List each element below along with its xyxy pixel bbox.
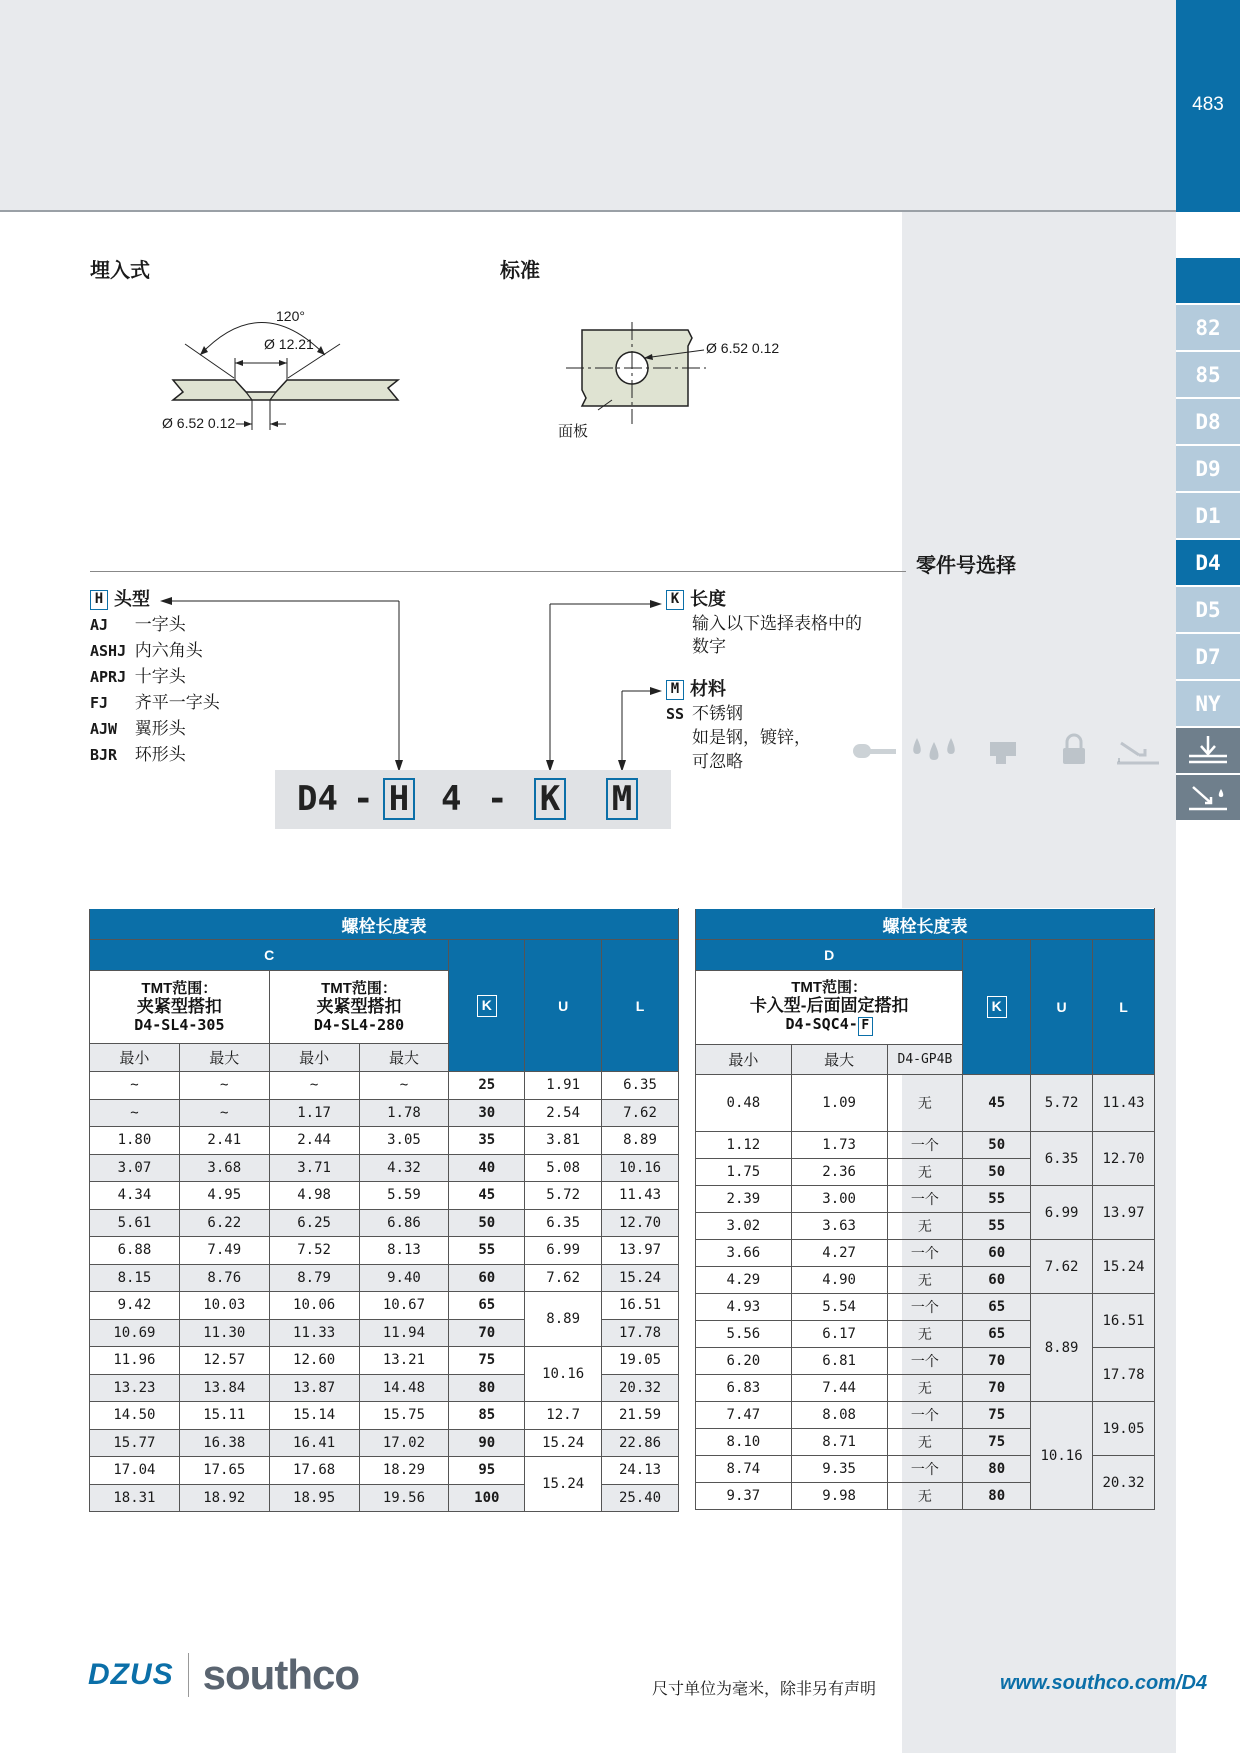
callout-lines	[0, 580, 700, 780]
table-cell: 10.69	[90, 1319, 180, 1347]
header-band	[0, 0, 1176, 212]
table-cell: 15.77	[90, 1429, 180, 1457]
table-cell: 2.39	[696, 1186, 792, 1213]
table-cell: 4.27	[791, 1240, 887, 1267]
table-cell: 一个	[887, 1456, 963, 1483]
table-cell: 70	[449, 1319, 525, 1347]
table-c-k-header: K	[449, 940, 525, 1072]
nav-item-d5[interactable]: D5	[1176, 587, 1240, 632]
table-cell: 无	[887, 1075, 963, 1132]
table-cell: 5.08	[525, 1154, 602, 1182]
table-cell: 7.62	[525, 1264, 602, 1292]
table-cell: 3.66	[696, 1240, 792, 1267]
table-d-group: D	[696, 940, 963, 971]
pn-m-box: M	[606, 778, 638, 820]
table-cell: 6.86	[359, 1209, 449, 1237]
table-cell: 1.75	[696, 1159, 792, 1186]
table-cell: ~	[90, 1072, 180, 1100]
table-cell: 1.17	[269, 1099, 359, 1127]
table-cell: 8.08	[791, 1402, 887, 1429]
material-note-2: 可忽略	[692, 752, 743, 771]
table-row	[90, 1237, 679, 1265]
table-cell: 无	[887, 1159, 963, 1186]
table-cell: 50	[449, 1209, 525, 1237]
table-row	[90, 1209, 679, 1237]
table-cell: 16.41	[269, 1429, 359, 1457]
list-item: AJW 翼形头	[90, 719, 186, 738]
table-row	[90, 1099, 679, 1127]
table-cell: 13.23	[90, 1374, 180, 1402]
pn-h-box: H	[383, 778, 415, 820]
table-cell: 10.06	[269, 1292, 359, 1320]
table-cell: 2.36	[791, 1159, 887, 1186]
table-cell: 8.10	[696, 1429, 792, 1456]
table-cell: 4.98	[269, 1182, 359, 1210]
table-cell: 16.51	[1093, 1294, 1155, 1348]
part-number-strip	[275, 770, 671, 829]
nav-item-d1[interactable]: D1	[1176, 493, 1240, 538]
table-cell: 12.7	[525, 1402, 602, 1430]
table-cell: 无	[887, 1483, 963, 1510]
table-cell: 10.16	[1031, 1402, 1093, 1510]
table-cell: 45	[963, 1075, 1031, 1132]
table-cell: 15.24	[525, 1457, 602, 1512]
table-cell: ~	[179, 1072, 269, 1100]
table-cell: 2.41	[179, 1127, 269, 1155]
length-desc-1: 输入以下选择表格中的	[692, 614, 862, 633]
table-cell: 4.34	[90, 1182, 180, 1210]
table-cell: 6.83	[696, 1375, 792, 1402]
table-cell: 14.50	[90, 1402, 180, 1430]
table-cell: 5.59	[359, 1182, 449, 1210]
table-cell: 13.84	[179, 1374, 269, 1402]
table-cell: 40	[449, 1154, 525, 1182]
table-cell: 17.68	[269, 1457, 359, 1485]
table-row	[90, 1072, 679, 1100]
table-cell: 1.73	[791, 1132, 887, 1159]
standard-diagram	[560, 300, 710, 430]
table-cell: 18.92	[179, 1484, 269, 1512]
table-cell: 15.11	[179, 1402, 269, 1430]
table-cell: 9.42	[90, 1292, 180, 1320]
table-cell: 11.33	[269, 1319, 359, 1347]
length-desc-2: 数字	[692, 637, 726, 656]
head-type-title: 头型	[114, 589, 150, 609]
table-cell: 90	[449, 1429, 525, 1457]
table-c-col1-header: TMT范围： 夹紧型搭扣 D4-SL4-305	[90, 971, 270, 1044]
table-row	[696, 1240, 1155, 1267]
table-cell: 4.90	[791, 1267, 887, 1294]
table-cell: 5.54	[791, 1294, 887, 1321]
panel-mount-icon[interactable]	[1176, 728, 1240, 773]
table-cell: 12.60	[269, 1347, 359, 1375]
table-cell: 9.98	[791, 1483, 887, 1510]
vibration-icon	[1115, 735, 1165, 771]
table-cell: 9.40	[359, 1264, 449, 1292]
table-cell: 15.14	[269, 1402, 359, 1430]
table-cell: 一个	[887, 1402, 963, 1429]
table-c-title: 螺栓长度表	[90, 909, 679, 940]
table-cell: 15.24	[525, 1429, 602, 1457]
table-cell: 5.56	[696, 1321, 792, 1348]
table-cell: 15.24	[602, 1264, 679, 1292]
table-cell: 无	[887, 1267, 963, 1294]
table-cell: 一个	[887, 1240, 963, 1267]
table-row	[696, 1075, 1155, 1132]
table-cell: 55	[963, 1186, 1031, 1213]
table-cell: 11.43	[1093, 1075, 1155, 1132]
table-cell: 7.52	[269, 1237, 359, 1265]
table-cell: 8.76	[179, 1264, 269, 1292]
pn-mid: 4	[441, 779, 462, 819]
list-item: APRJ 十字头	[90, 667, 186, 686]
table-cell: ~	[359, 1072, 449, 1100]
table-cell: 17.02	[359, 1429, 449, 1457]
table-cell: 10.16	[602, 1154, 679, 1182]
table-cell: 4.29	[696, 1267, 792, 1294]
table-cell: 60	[963, 1267, 1031, 1294]
page-number: 483	[1192, 94, 1224, 115]
table-cell: 8.15	[90, 1264, 180, 1292]
table-cell: 1.78	[359, 1099, 449, 1127]
table-cell: 6.22	[179, 1209, 269, 1237]
table-row	[90, 1457, 679, 1485]
table-c-group: C	[90, 940, 449, 971]
table-cell: 5.72	[1031, 1075, 1093, 1132]
table-cell: 6.17	[791, 1321, 887, 1348]
pn-prefix: D4	[297, 779, 338, 819]
length-title: 长度	[690, 589, 726, 609]
table-cell: 30	[449, 1099, 525, 1127]
table-cell: 20.32	[1093, 1456, 1155, 1510]
table-cell: 65	[963, 1321, 1031, 1348]
table-cell: 7.62	[1031, 1240, 1093, 1294]
table-cell: 17.78	[602, 1319, 679, 1347]
table-cell: 11.96	[90, 1347, 180, 1375]
table-cell: ~	[90, 1099, 180, 1127]
table-cell: 11.43	[602, 1182, 679, 1210]
table-cell: 13.87	[269, 1374, 359, 1402]
table-cell: 75	[963, 1429, 1031, 1456]
table-cell: 9.37	[696, 1483, 792, 1510]
table-cell: 7.49	[179, 1237, 269, 1265]
table-cell: 2.54	[525, 1099, 602, 1127]
table-cell: 70	[963, 1375, 1031, 1402]
table-cell: 7.47	[696, 1402, 792, 1429]
table-cell: 无	[887, 1321, 963, 1348]
sealing-icon[interactable]	[1176, 775, 1240, 820]
table-c-l-header: L	[602, 940, 679, 1072]
table-cell: 12.57	[179, 1347, 269, 1375]
table-cell: 7.44	[791, 1375, 887, 1402]
table-cell: 11.94	[359, 1319, 449, 1347]
table-cell: 80	[449, 1374, 525, 1402]
table-cell: 18.31	[90, 1484, 180, 1512]
brand-logo	[88, 1650, 359, 1700]
table-row	[90, 1127, 679, 1155]
table-cell: 4.93	[696, 1294, 792, 1321]
table-d-col-header: TMT范围： 卡入型-后面固定搭扣 D4-SQC4- F	[696, 971, 963, 1045]
table-cell: 25	[449, 1072, 525, 1100]
table-cell: 无	[887, 1375, 963, 1402]
list-item: BJR 环形头	[90, 745, 186, 764]
dia-top-label: Ø 12.21	[264, 336, 314, 352]
table-cell: 6.99	[1031, 1186, 1093, 1240]
table-cell: 无	[887, 1429, 963, 1456]
table-cell: 3.63	[791, 1213, 887, 1240]
table-cell: 17.04	[90, 1457, 180, 1485]
table-cell: 6.88	[90, 1237, 180, 1265]
table-d-l-header: L	[1093, 940, 1155, 1075]
list-item: AJ 一字头	[90, 615, 186, 634]
table-cell: 1.80	[90, 1127, 180, 1155]
table-cell: 60	[963, 1240, 1031, 1267]
table-cell: 6.35	[602, 1072, 679, 1100]
table-cell: 无	[887, 1213, 963, 1240]
table-cell: 60	[449, 1264, 525, 1292]
table-cell: 一个	[887, 1294, 963, 1321]
table-row	[90, 1402, 679, 1430]
table-cell: 22.86	[602, 1429, 679, 1457]
page-number-tab	[1176, 0, 1240, 212]
table-cell: 3.81	[525, 1127, 602, 1155]
table-cell: 45	[449, 1182, 525, 1210]
table-row	[696, 1132, 1155, 1159]
table-cell: ~	[179, 1099, 269, 1127]
table-cell: 18.29	[359, 1457, 449, 1485]
standard-title: 标准	[500, 260, 540, 282]
bolt-length-table-d: 螺栓长度表 D K U L TMT范围： 卡入型-后面固定搭扣 D4-SQC4- F 最小 最大 D4-GP4B 0.48 1.09 无 45 5.72 11.43 1.12 1.73 一个 50 6.35 12.70 1.75 2.36 无 50 2.39 3.00 一个 55 6.99 13.97 3.02 3.63 无 55 3.66 4.27 一个 60 7.62 15.24 4.29 4.90 无 60 4.93 5.54 一个 65 8.89 16.51 5.56 6.17 无 65 6.20 6.81 一个 70 17.78 6.83 7.44 无 70 7.47 8.08 一个 75 10.16 19.05 8.10 8.71 无 75 8.74 9.35 一个 80 20.32 9.37 9.98 无 80	[695, 908, 1155, 1510]
table-cell: 35	[449, 1127, 525, 1155]
table-cell: 8.89	[602, 1127, 679, 1155]
table-cell: 17.65	[179, 1457, 269, 1485]
k-box: K	[666, 590, 684, 610]
table-cell: 100	[449, 1484, 525, 1512]
table-cell: 19.56	[359, 1484, 449, 1512]
angle-label: 120°	[276, 308, 305, 324]
panel-label: 面板	[558, 423, 589, 440]
table-cell: 50	[963, 1159, 1031, 1186]
nav-item-d7[interactable]: D7	[1176, 634, 1240, 679]
table-cell: 13.97	[602, 1237, 679, 1265]
table-cell: 12.70	[1093, 1132, 1155, 1186]
pn-k-box: K	[534, 778, 566, 820]
table-cell: 3.07	[90, 1154, 180, 1182]
table-cell: 0.48	[696, 1075, 792, 1132]
table-cell: 8.89	[1031, 1294, 1093, 1402]
table-row	[90, 1347, 679, 1375]
table-cell: 5.72	[525, 1182, 602, 1210]
table-cell: 16.51	[602, 1292, 679, 1320]
table-cell: 5.61	[90, 1209, 180, 1237]
table-cell: 25.40	[602, 1484, 679, 1512]
pn-dash-1: -	[353, 779, 374, 819]
table-cell: 8.74	[696, 1456, 792, 1483]
table-cell: 24.13	[602, 1457, 679, 1485]
std-dia-label: Ø 6.52 0.12	[706, 340, 780, 356]
table-cell: 4.32	[359, 1154, 449, 1182]
table-c-col2-header: TMT范围： 夹紧型搭扣 D4-SL4-280	[269, 971, 449, 1044]
table-cell: 65	[449, 1292, 525, 1320]
table-cell: 12.70	[602, 1209, 679, 1237]
nav-item-d8[interactable]: D8	[1176, 399, 1240, 444]
latch-icon	[990, 742, 1016, 756]
material-title: 材料	[690, 679, 726, 699]
table-cell: 2.44	[269, 1127, 359, 1155]
table-cell: 13.97	[1093, 1186, 1155, 1240]
table-cell: 6.99	[525, 1237, 602, 1265]
part-select-title: 零件号选择	[916, 555, 1016, 577]
nav-item-d4[interactable]: D4	[1176, 540, 1240, 585]
table-cell: 70	[963, 1348, 1031, 1375]
table-cell: 3.71	[269, 1154, 359, 1182]
logo-divider	[188, 1653, 189, 1697]
table-row	[696, 1402, 1155, 1429]
table-cell: 16.38	[179, 1429, 269, 1457]
table-cell: 95	[449, 1457, 525, 1485]
table-cell: 10.03	[179, 1292, 269, 1320]
table-cell: 10.16	[525, 1347, 602, 1402]
table-cell: 6.81	[791, 1348, 887, 1375]
h-box: H	[90, 590, 108, 610]
table-cell: 3.00	[791, 1186, 887, 1213]
table-cell: 1.91	[525, 1072, 602, 1100]
list-item: ASHJ 内六角头	[90, 641, 203, 660]
table-cell: 75	[449, 1347, 525, 1375]
table-cell: 21.59	[602, 1402, 679, 1430]
table-cell: 8.89	[525, 1292, 602, 1347]
drop-icon	[913, 738, 921, 754]
table-cell: 一个	[887, 1348, 963, 1375]
table-cell: 1.12	[696, 1132, 792, 1159]
table-row	[696, 1294, 1155, 1321]
nav-top-tab	[1176, 258, 1240, 303]
table-cell: 19.05	[602, 1347, 679, 1375]
southco-logo: southco	[202, 1651, 359, 1698]
dzus-logo: DZUS	[88, 1658, 174, 1691]
nav-item-82[interactable]: 82	[1176, 305, 1240, 350]
m-box: M	[666, 680, 684, 700]
table-c-u-header: U	[525, 940, 602, 1072]
recessed-title: 埋入式	[90, 260, 150, 282]
website-link[interactable]: www.southco.com/D4	[1000, 1672, 1208, 1694]
table-cell: 55	[963, 1213, 1031, 1240]
table-cell: 8.13	[359, 1237, 449, 1265]
table-cell: 6.35	[1031, 1132, 1093, 1186]
table-cell: 8.79	[269, 1264, 359, 1292]
dia-bottom-label: Ø 6.52 0.12	[162, 415, 236, 431]
table-cell: 20.32	[602, 1374, 679, 1402]
table-d-u-header: U	[1031, 940, 1093, 1075]
table-cell: 50	[963, 1132, 1031, 1159]
pn-dash-2: -	[487, 779, 508, 819]
table-cell: 11.30	[179, 1319, 269, 1347]
table-row	[90, 1292, 679, 1320]
section-divider	[90, 571, 906, 572]
units-footnote: 尺寸单位为毫米，除非另有声明	[652, 1681, 877, 1698]
material-note-1: 如是钢，镀锌，	[692, 728, 811, 747]
lock-icon	[1063, 748, 1085, 764]
table-cell: 80	[963, 1456, 1031, 1483]
table-row	[90, 1264, 679, 1292]
table-cell: 18.95	[269, 1484, 359, 1512]
table-cell: 3.68	[179, 1154, 269, 1182]
table-cell: 75	[963, 1402, 1031, 1429]
table-d-title: 螺栓长度表	[696, 909, 1155, 940]
table-row	[90, 1182, 679, 1210]
table-cell: 8.71	[791, 1429, 887, 1456]
table-cell: 55	[449, 1237, 525, 1265]
table-cell: 9.35	[791, 1456, 887, 1483]
feature-icons-strip	[850, 730, 1120, 770]
table-cell: 85	[449, 1402, 525, 1430]
list-item: FJ 齐平一字头	[90, 693, 220, 712]
table-cell: 6.25	[269, 1209, 359, 1237]
table-cell: 6.20	[696, 1348, 792, 1375]
table-cell: 1.09	[791, 1075, 887, 1132]
table-row	[696, 1186, 1155, 1213]
table-cell: 65	[963, 1294, 1031, 1321]
nav-item-85[interactable]: 85	[1176, 352, 1240, 397]
table-cell: 3.02	[696, 1213, 792, 1240]
nav-item-d9[interactable]: D9	[1176, 446, 1240, 491]
table-cell: ~	[269, 1072, 359, 1100]
table-cell: 4.95	[179, 1182, 269, 1210]
table-cell: 15.75	[359, 1402, 449, 1430]
table-cell: 80	[963, 1483, 1031, 1510]
table-cell: 10.67	[359, 1292, 449, 1320]
material-legend: M 材料 SS 不锈钢 如是钢，镀锌， 可忽略	[666, 676, 811, 774]
table-cell: 一个	[887, 1132, 963, 1159]
table-cell: 17.78	[1093, 1348, 1155, 1402]
table-cell: 6.35	[525, 1209, 602, 1237]
table-cell: 13.21	[359, 1347, 449, 1375]
side-nav	[1176, 258, 1240, 822]
table-cell: 7.62	[602, 1099, 679, 1127]
table-cell: 一个	[887, 1186, 963, 1213]
table-d-k-header: K	[963, 940, 1031, 1075]
bolt-length-table-c: 螺栓长度表 C K U L TMT范围： 夹紧型搭扣 D4-SL4-305 TMT范围： 夹紧型搭扣 D4-SL4-280 最小 最大 最小 最大 ~ ~ ~ ~ 25 1.91 6.35 ~ ~ 1.17 1.78 30 2.54 7.62 1.80 2.41 2.44 3.05 35 3.81 8.89 3.07 3.68 3.71 4.32 40 5.08 10.16 4.34 4.95 4.98 5.59 45 5.72 11.43 5.61 6.22 6.25 6.86 50 6.35 12.70 6.88 7.49 7.52 8.13 55 6.99 13.97 8.15 8.76 8.79 9.40 60 7.62 15.24 9.42 10.03 10.06 10.67 65 8.89 16.51 10.69 11.30 11.33 11.94 70 17.78 11.96 12.57 12.60 13.21 75 10.16 19.05 13.23 13.84 13.87 14.48 80 20.32 14.50 15.11 15.14 15.75 85 12.7 21.59 15.77 16.38 16.41 17.02 90 15.24 22.86 17.04 17.65 17.68 18.29 95 15.24 24.13 18.31 18.92 18.95 19.56 100 25.40	[89, 908, 679, 1512]
table-row	[90, 1429, 679, 1457]
table-cell: 19.05	[1093, 1402, 1155, 1456]
nav-item-ny[interactable]: NY	[1176, 681, 1240, 726]
table-cell: 14.48	[359, 1374, 449, 1402]
table-row	[90, 1154, 679, 1182]
table-cell: 15.24	[1093, 1240, 1155, 1294]
table-cell: 3.05	[359, 1127, 449, 1155]
